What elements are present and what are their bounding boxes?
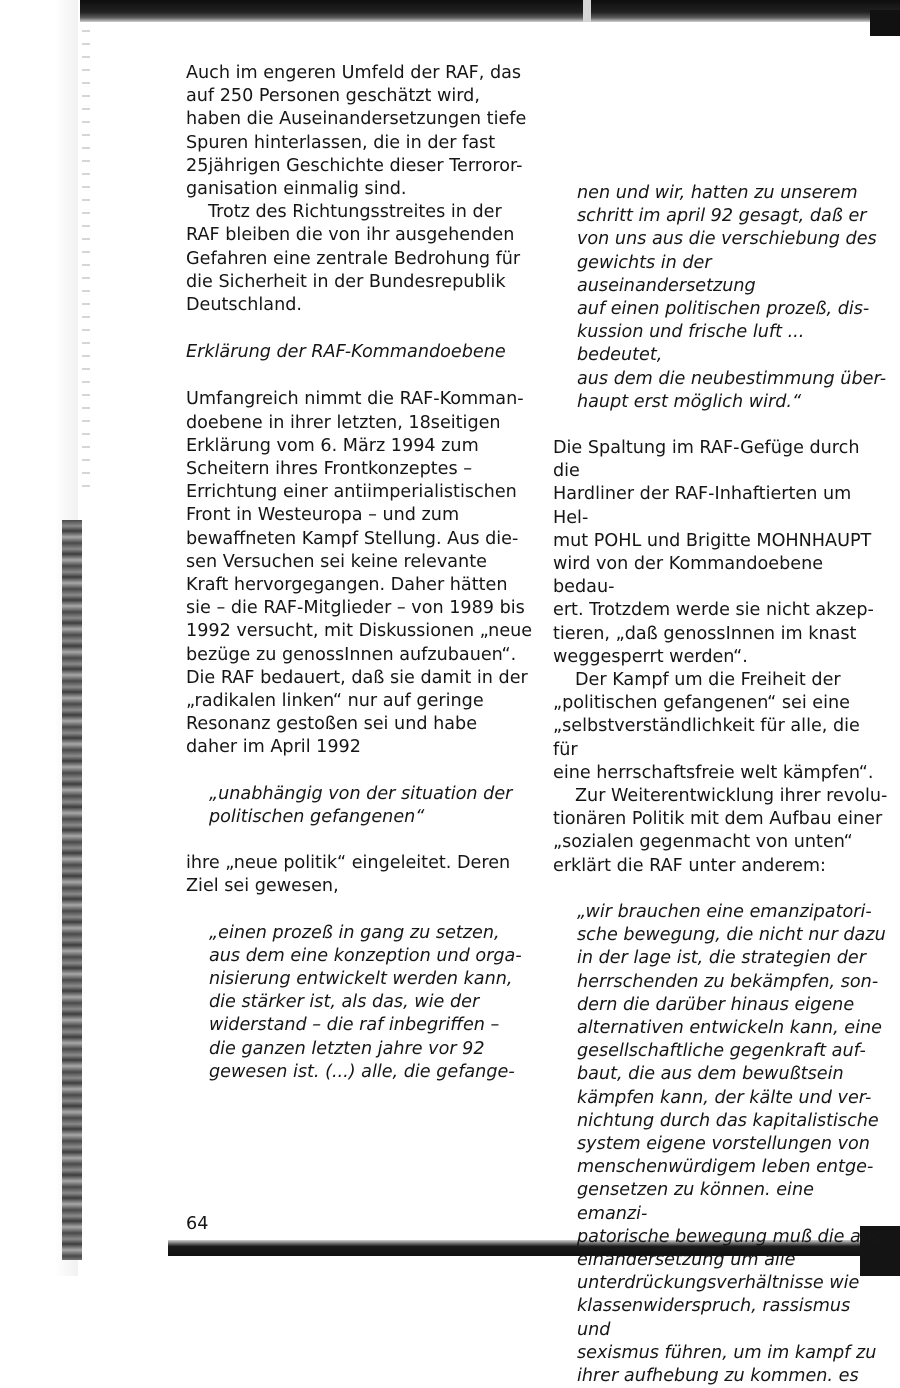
body-paragraph: Der Kampf um die Freiheit der „politischen gefangenen“ sei eine „selbstverständlichkeit für alle, die für eine herrschaftsfreie welt kämpfen“. bbox=[553, 670, 874, 783]
block-quote: „einen prozeß in gang zu setzen, aus dem eine konzeption und orga- nisierung entwickelt werden kann, die stärker ist, als das, wie der widerstand – die raf inbegriffen – die ganzen letzten jahre vor 92 gewesen ist. (...) alle, die gefange- bbox=[209, 922, 522, 1082]
body-paragraph: ihre „neue politik“ eingeleitet. Deren Ziel sei gewesen, bbox=[186, 853, 511, 897]
block-quote: „wir brauchen eine emanzipatori- sche bewegung, die nicht nur dazu in der lage ist, die strategien der herrschenden zu bekämpfen, son- dern die darüber hinaus eigene alternativen entwickeln kann, eine gesellschaftliche gegenkraft auf- baut, die aus dem bewußtsein kämpfen kann, der kälte und ver- nichtung durch das kapitalistische system eigene vorstellungen von menschenwürdigem leben entge- gensetzen zu können. eine emanzi- patorische bewegung muß die aus- einandersetzung um alle unterdrückungsverhältnisse wie klassenwiderspruch, rassismus und sexismus führen, um im kampf zu ihrer aufhebung zu kommen. es bbox=[577, 901, 888, 1386]
right-column bbox=[553, 182, 888, 1388]
block-quote: „unabhängig von der situation der politischen gefangenen“ bbox=[209, 783, 513, 827]
scan-top-gap bbox=[583, 0, 591, 22]
left-column bbox=[186, 62, 538, 1084]
section-heading: Erklärung der RAF-Kommandoebene bbox=[186, 342, 506, 363]
body-paragraph: Umfangreich nimmt die RAF-Komman- doebene in ihrer letzten, 18seitigen Erklärung vom 6. März 1994 zum Scheitern ihres Frontkonzeptes – Errichtung einer antiimperialistischen Front in Westeuropa – und zum bewaffneten Kampf Stellung. Aus die- sen Versuchen sei keine relevante Kraft hervorgegangen. Daher hätten sie – die RAF-Mitglieder – von 1989 bis 1992 versucht, mit Diskussionen „neue bezüge zu genossInnen aufzubauen“. Die RAF bedauert, daß sie damit in der „radikalen linken“ nur auf geringe Resonanz gestoßen sei und habe daher im April 1992 bbox=[186, 389, 533, 758]
body-paragraph: Auch im engeren Umfeld der RAF, das auf 250 Personen geschätzt wird, haben die Auseinandersetzungen tiefe Spuren hinterlassen, die in der fast 25jährigen Geschichte dieser Terroror- ganisation einmalig sind. bbox=[186, 63, 527, 200]
body-paragraph: Trotz des Richtungsstreites in der RAF bleiben die von ihr ausgehenden Gefahren eine zentrale Bedrohung für die Sicherheit in der Bundesrepublik Deutschland. bbox=[186, 202, 521, 316]
body-paragraph: Zur Weiterentwicklung ihrer revolu- tionären Politik mit dem Aufbau einer „sozialen gegenmacht von unten“ erklärt die RAF unter anderem: bbox=[553, 786, 888, 876]
scan-binding-holes bbox=[82, 30, 90, 490]
scan-edge-shadow bbox=[62, 520, 82, 1260]
scan-top-border bbox=[80, 0, 900, 22]
scan-corner-block bbox=[870, 10, 900, 36]
page-number: 64 bbox=[186, 1214, 209, 1234]
body-paragraph: Die Spaltung im RAF-Gefüge durch die Hardliner der RAF-Inhaftierten um Hel- mut POHL und Brigitte MOHNHAUPT wird von der Kommandoebene bedau- ert. Trotzdem werde sie nicht akzep- tieren, „daß genossInnen im knast weggesperrt werden“. bbox=[553, 438, 874, 667]
block-quote-continued: nen und wir, hatten zu unserem schritt im april 92 gesagt, daß er von uns aus die verschiebung des gewichts in der auseinandersetzung auf einen politischen prozeß, dis- kussion und frische luft ... bedeutet, aus dem die neubestimmung über- haupt erst möglich wird.“ bbox=[577, 183, 887, 412]
